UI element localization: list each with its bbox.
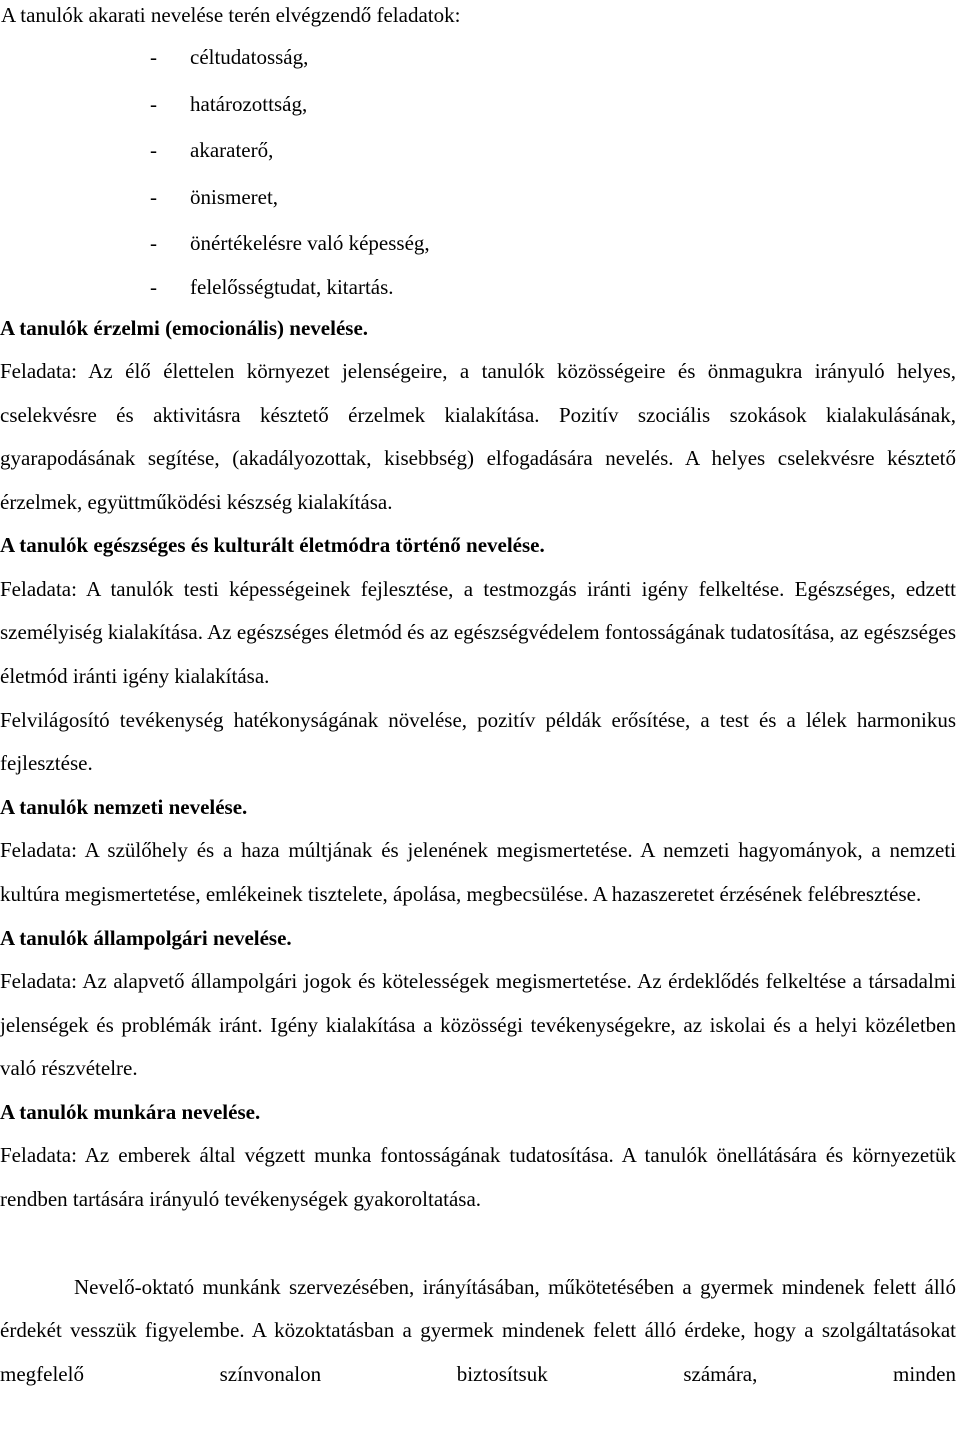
bullet-text: határozottság, <box>190 91 308 116</box>
section-work <box>0 1091 956 1222</box>
bullet-item <box>0 267 956 307</box>
bullet-dash: - <box>150 91 157 116</box>
bullet-item <box>0 34 956 81</box>
bullet-text: felelősségtudat, kitartás. <box>190 274 394 299</box>
bullet-text: céltudatosság, <box>190 45 309 69</box>
bullet-dash: - <box>150 274 157 299</box>
bullet-dash: - <box>150 231 157 255</box>
section-civic <box>0 917 956 1091</box>
section-national <box>0 786 956 917</box>
bullet-dash: - <box>150 138 157 162</box>
bullet-item <box>0 81 956 128</box>
section-heading: A tanulók állampolgári nevelése. <box>0 925 292 950</box>
bullet-list <box>0 34 956 307</box>
section-paragraph: Feladata: Az élő élettelen környezet jelenségeire, a tanulók közösségeire és önmagukra irányuló helyes, cselekvésre és aktivitásra késztető érzelmek kialakítása. Pozitív szociális szokások kialakulásának, gyarapodásának segítése, (akadályozottak, kisebbség) elfogadására nevelés. A helyes cselekvésre késztető érzelmek, együttműködési készség kialakítása. <box>0 359 956 514</box>
section-heading: A tanulók munkára nevelése. <box>0 1099 261 1124</box>
section-heading: A tanulók egészséges és kulturált életmódra történő nevelése. <box>0 533 545 558</box>
blank-line <box>0 1222 956 1266</box>
bullet-dash: - <box>150 184 157 209</box>
bullet-text: önismeret, <box>190 184 279 209</box>
section-heading: A tanulók érzelmi (emocionális) nevelése. <box>0 315 369 340</box>
bullet-dash: - <box>150 45 157 69</box>
bullet-text: önértékelésre való képesség, <box>190 231 430 255</box>
section-paragraph: Feladata: Az emberek által végzett munka fontosságának tudatosítása. A tanulók önellátására és környezetük rendben tartására irányuló tevékenységek gyakoroltatása. <box>0 1143 956 1211</box>
section-paragraph: Felvilágosító tevékenység hatékonyságának növelése, pozitív példák erősítése, a test és a lélek harmonikus fejlesztése. <box>0 707 956 776</box>
bullet-item <box>0 174 956 221</box>
section-heading: A tanulók nemzeti nevelése. <box>0 794 248 819</box>
bullet-item <box>0 220 956 267</box>
bullet-text: akaraterő, <box>190 138 274 162</box>
bullet-item <box>0 127 956 174</box>
intro-text: A tanulók akarati nevelése terén elvégzendő feladatok: <box>1 3 461 27</box>
section-paragraph: Feladata: Az alapvető állampolgári jogok és kötelességek megismertetése. Az érdeklődés felkeltése a társadalmi jelenségek és problémák iránt. Igény kialakítása a közösségi tevékenységekre, az iskolai és a helyi közéletben való részvételre. <box>0 969 956 1081</box>
section-paragraph: Feladata: A szülőhely és a haza múltjának és jelenének megismertetése. A nemzeti hagyományok, a nemzeti kultúra megismertetése, emlékeinek tisztelete, ápolása, megbecsülése. A hazaszeretet érzésének felébresztése. <box>0 838 956 906</box>
section-emotional <box>0 307 956 525</box>
section-healthy-lifestyle <box>0 524 956 785</box>
section-paragraph: Feladata: A tanulók testi képességeinek fejlesztése, a testmozgás iránti igény felkeltése. Egészséges, edzett személyiség kialakítása. Az egészséges életmód és az egészségvédelem fontosságának tudatosítása, az egészséges életmód iránti igény kialakítása. <box>0 576 956 689</box>
closing-paragraph: Nevelő-oktató munkánk szervezésében, irányításában, műkötetésében a gyermek mindenek felett álló érdekét vesszük figyelembe. A közoktatásban a gyermek mindenek felett álló érdeke, hogy a szolgáltatásokat megfelelő színvonalon biztosítsuk számára, minden <box>0 1274 956 1386</box>
